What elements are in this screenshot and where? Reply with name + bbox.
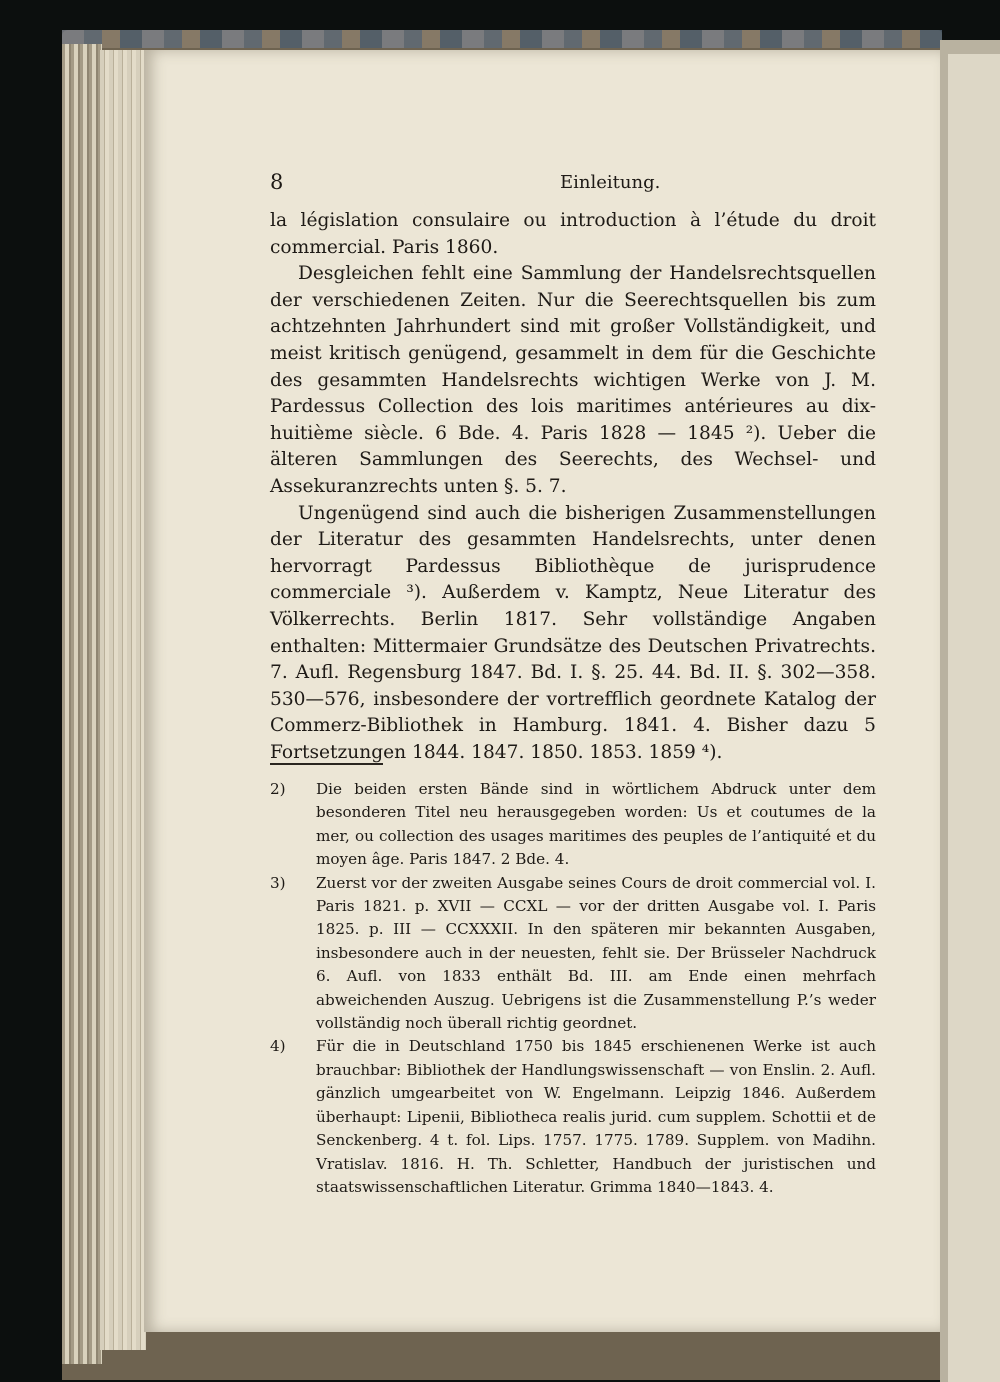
footnote-number: 3) [270, 873, 286, 892]
footnotes [270, 778, 876, 1199]
footnote-text: Zuerst vor der zweiten Ausgabe seines Cours de droit commercial vol. I. Paris 1821. p. XVII — CCXL — vor der dritten Ausgabe vol. I. Paris 1825. p. III — CCXXXII. In den späteren mir bekannten Ausgaben, insbesondere auch in der neuesten, fehlt sie. Der Brüsseler Nachdruck 6. Aufl. von 1833 enthält Bd. III. am Ende einen mehrfach abweichenden Auszug. Uebrigens ist die Zusammenstellung P.’s weder vollständig noch überall richtig geordnet. [316, 873, 876, 1033]
footnote [270, 778, 876, 872]
footnote [270, 1035, 876, 1199]
footnote-rule [270, 763, 383, 765]
footnote-text: Die beiden ersten Bände sind in wörtlichem Abdruck unter dem besonderen Titel neu herausgegeben worden: Us et coutumes de la mer, ou collection des usages maritimes des peuples de l’antiquité et du moyen âge. Paris 1847. 2 Bde. 4. [316, 780, 876, 869]
footnote-text: Für die in Deutschland 1750 bis 1845 erschienenen Werke ist auch brauchbar: Bibliothek der Handlungswissenschaft — von Enslin. 2. Aufl. gänzlich umgearbeitet von W. Engelmann. Leipzig 1846. Außerdem überhaupt: Lipenii, Bibliotheca realis jurid. cum supplem. Schottii et de Senckenberg. 4 t. fol. Lips. 1757. 1775. 1789. Supplem. von Madihn. Vratislav. 1816. H. Th. Schletter, Handbuch der juristischen und staatswissenschaftlichen Literatur. Grimma 1840—1843. 4. [316, 1037, 876, 1196]
running-head: Einleitung. [560, 172, 661, 193]
footnote [270, 872, 876, 1036]
paragraph: Ungenügend sind auch die bisherigen Zusammenstellungen der Literatur des gesammten Handelsrechts, unter denen hervorragt Pardessus Bibliothèque de jurisprudence commerciale ³). Außerdem v. Kamptz, Neue Literatur des Völkerrechts. Berlin 1817. Sehr vollständige Angaben enthalten: Mittermaier Grundsätze des Deutschen Privatrechts. 7. Aufl. Regensburg 1847. Bd. I. §. 25. 44. Bd. II. §. 302—358. 530—576, insbesondere der vortrefflich geordnete Katalog der Commerz-Bibliothek in Hamburg. 1841. 4. Bisher dazu 5 Fortsetzungen 1844. 1847. 1850. 1853. 1859 ⁴). [270, 502, 876, 763]
footnote-number: 2) [270, 780, 286, 798]
page-number: 8 [270, 170, 284, 194]
facing-page-edge [940, 40, 1000, 1382]
page-stack [100, 50, 146, 1350]
page-header [270, 170, 876, 200]
paragraph: Desgleichen fehlt eine Sammlung der Handelsrechtsquellen der verschiedenen Zeiten. Nur die Seerechtsquellen bis zum achtzehnten Jahrhundert sind mit großer Vollständigkeit, und meist kritisch genügend, gesammelt in dem für die Geschichte des gesammten Handelsrechts wichtigen Werke von J. M. Pardessus Collection des lois maritimes antérieures au dix-huitième siècle. 6 Bde. 4. Paris 1828 — 1845 ²). Ueber die älteren Sammlungen des Seerechts, des Wechsel- und Assekuranzrechts unten §. 5. 7. [270, 263, 876, 497]
marbled-edge [62, 30, 942, 48]
page-edges-left [62, 44, 102, 1364]
footnote-number: 4) [270, 1037, 286, 1056]
body-text [270, 208, 876, 766]
paragraph: la législation consulaire ou introduction à l’étude du droit commercial. Paris 1860. [270, 210, 876, 258]
